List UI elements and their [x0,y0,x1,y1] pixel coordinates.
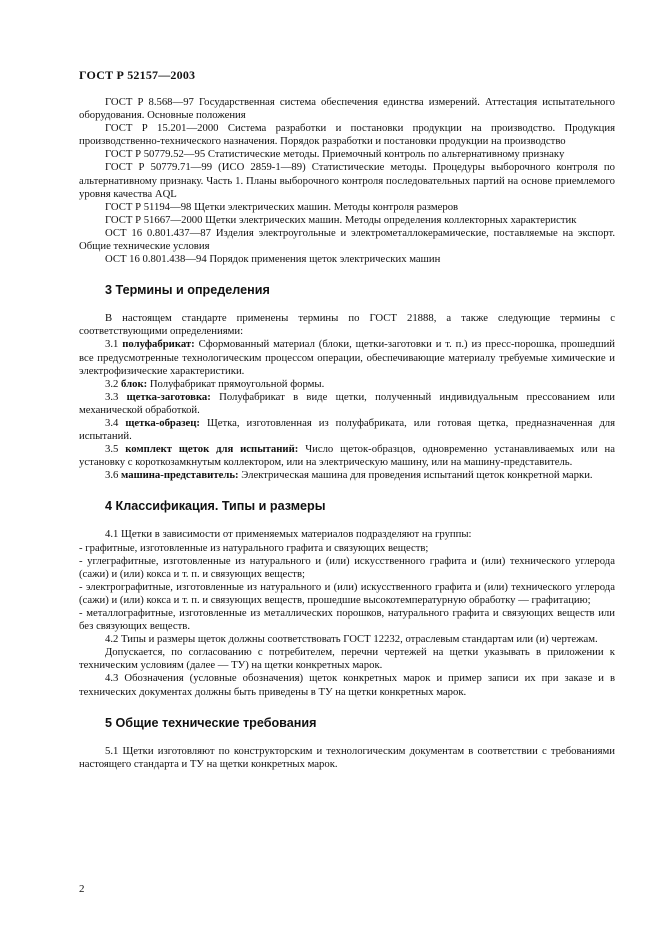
section-3-title: 3 Термины и определения [105,283,270,298]
term-name: блок: [121,377,148,390]
reference-item: ГОСТ Р 51667—2000 Щетки электрических машин. Методы определения коллекторных характеристик [105,213,577,226]
reference-item: ОСТ 16 0.801.437—87 Изделия электроугольные и электрометаллокерамические, поставляемые на экспорт. Общие технические условия [79,226,615,253]
reference-item: ГОСТ Р 15.201—2000 Система разработки и постановки продукции на производство. Продукция производственно-технического назначения. Порядок разработки и постановки продукции на производство [79,122,615,148]
paragraph: 5.1 Щетки изготовляют по конструкторским и технологическим документам в соответствии с требованиями настоящего стандарта и ТУ на щетки конкретных марок. [79,744,615,770]
paragraph: Допускается, по согласованию с потребителем, перечни чертежей на щетки указывать в приложении к техническим условиям (далее — ТУ) на щетки конкретных марок. [79,646,615,672]
term-definition: 3.1 полуфабрикат: Сформованный материал (блоки, щетки-заготовки и т. п.) из пресс-порошка, прошедший все предусмотренные технологическим процессом операции, обеспечивающие материалу требуемые химические и электрофизические характеристики. [79,338,616,377]
term-name: щетка-заготовка: [126,390,211,403]
term-name: полуфабрикат: [122,338,195,351]
paragraph: 4.1 Щетки в зависимости от применяемых материалов подразделяют на группы: [105,528,472,541]
reference-item: ГОСТ Р 8.568—97 Государственная система обеспечения единства измерений. Аттестация испытательного оборудования. Основные положения [79,96,615,122]
paragraph: 4.2 Типы и размеры щеток должны соответствовать ГОСТ 12232, отраслевым стандартам или (и) чертежам. [105,633,598,646]
section-5-title: 5 Общие технические требования [105,715,317,730]
reference-item: ГОСТ Р 50779.71—99 (ИСО 2859-1—89) Статистические методы. Процедуры выборочного контроля по альтернативному признаку. Часть 1. Планы выборочного контроля последовательных партий на основе приемлемого уровня качества AQL [79,161,615,200]
paragraph: 4.3 Обозначения (условные обозначения) щеток конкретных марок и пример записи их при заказе и в технических документах должны быть приведены в ТУ на щетки конкретных марок. [79,672,615,698]
references-list [79,96,615,266]
section-3-intro: В настоящем стандарте применены термины по ГОСТ 21888, а также следующие термины с соответствующими определениями: [79,312,615,338]
list-item: - углеграфитные, изготовленные из натурального и (или) искусственного графита и (или) технического углерода (сажи) и (или) кокса и т. п. и связующих веществ; [79,554,615,580]
document-header: ГОСТ Р 52157—2003 [79,68,196,82]
reference-item: ГОСТ Р 50779.52—95 Статистические методы. Приемочный контроль по альтернативному признаку [105,148,565,161]
page-number: 2 [79,883,85,895]
list-item: - электрографитные, изготовленные из натурального и (или) искусственного графита и (или) технического углерода (сажи) и (или) кокса и т. п. и связующих веществ, прошедшие высокотемпературную обработку — графитацию; [79,580,615,606]
reference-item: ОСТ 16 0.801.438—94 Порядок применения щеток электрических машин [105,253,441,266]
term-definition: 3.3 щетка-заготовка: Полуфабрикат в виде щетки, полученный индивидуальным прессованием или механической обработкой. [79,390,615,416]
term-name: щетка-образец: [125,416,200,429]
term-definition: 3.2 блок: Полуфабрикат прямоугольной формы. [105,377,325,390]
term-definition: 3.5 комплект щеток для испытаний: Число щеток-образцов, одновременно устанавливаемых или на установку с короткозамкнутым коллектором, или на электрическую машину, или на машину-представитель. [79,443,616,469]
term-definition: 3.6 машина-представитель: Электрическая машина для проведения испытаний щеток конкретной марки. [105,469,593,482]
list-item: - графитные, изготовленные из натурального графита и связующих веществ; [79,541,429,554]
document-body [79,96,615,771]
term-definition: 3.4 щетка-образец: Щетка, изготовленная из полуфабриката, или готовая щетка, предназначенная для испытаний. [79,416,616,443]
term-name: комплект щеток для испытаний: [125,443,299,456]
list-item: - металлографитные, изготовленные из металлических порошков, натурального графита и связующих веществ или без связующих веществ. [79,607,615,633]
reference-item: ГОСТ Р 51194—98 Щетки электрических машин. Методы контроля размеров [105,200,459,213]
term-name: машина-представитель: [121,469,239,482]
section-4-title: 4 Классификация. Типы и размеры [105,499,326,514]
